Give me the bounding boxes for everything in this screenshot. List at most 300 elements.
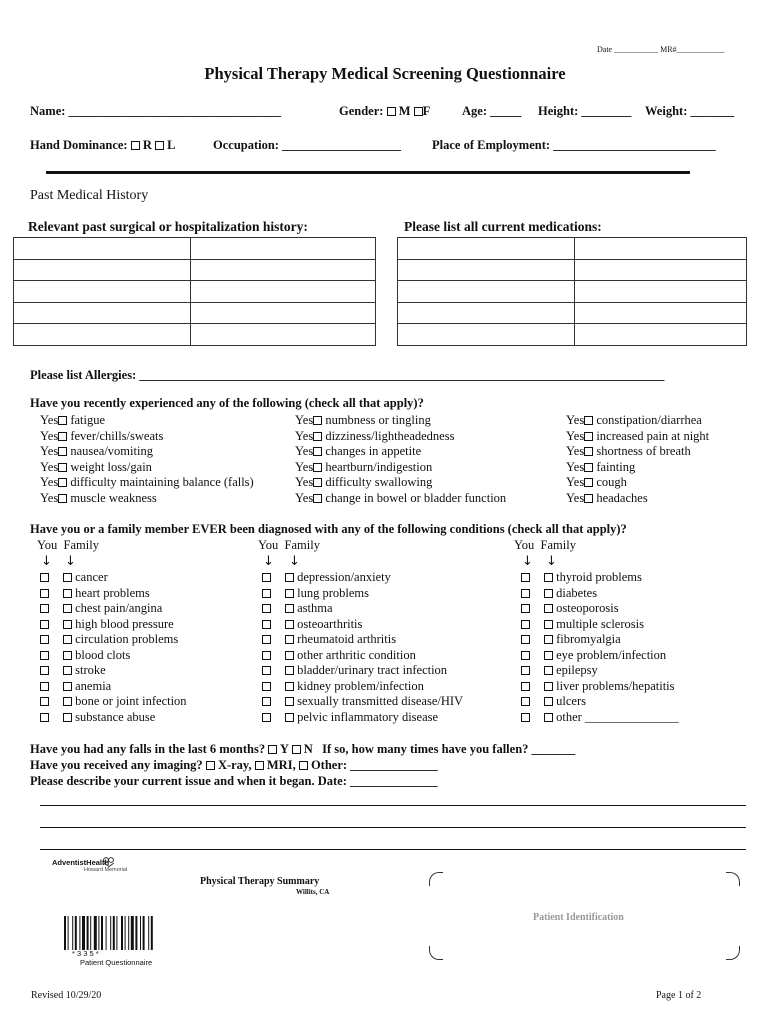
barcode-bar [135, 916, 137, 950]
family-checkbox[interactable] [544, 604, 553, 613]
condition-label: thyroid problems [553, 570, 642, 584]
you-checkbox[interactable] [262, 697, 271, 706]
condition-row [40, 570, 187, 586]
conditions-question: Have you or a family member EVER been diagnosed with any of the following conditions (check all that apply)? [30, 522, 627, 536]
you-checkbox[interactable] [40, 682, 49, 691]
you-label: You [514, 538, 535, 552]
symptom-checkbox[interactable] [58, 416, 67, 425]
current-issue-line[interactable] [40, 849, 746, 850]
condition-row [40, 617, 187, 633]
barcode-bar [113, 916, 115, 950]
you-checkbox[interactable] [521, 697, 530, 706]
family-checkbox[interactable] [63, 682, 72, 691]
summary-location: Willits, CA [296, 888, 330, 896]
date-mr-field: Date ___________ MR#____________ [597, 45, 725, 54]
family-checkbox[interactable] [63, 666, 72, 675]
condition-label: eye problem/infection [553, 647, 667, 662]
symptom-label: nausea/vomiting [67, 444, 153, 458]
symptom-label: muscle weakness [67, 490, 157, 505]
symptom-label: headaches [593, 490, 648, 505]
condition-row [262, 679, 463, 695]
conditions-col-3 [521, 570, 679, 725]
condition-label: cancer [72, 570, 108, 584]
you-checkbox[interactable] [521, 620, 530, 629]
you-checkbox[interactable] [40, 604, 49, 613]
symptom-row [40, 491, 254, 507]
gender-m-checkbox[interactable] [387, 107, 396, 116]
recent-symptoms-col-1 [40, 413, 254, 506]
condition-label: multiple sclerosis [553, 616, 644, 631]
table-row[interactable] [398, 281, 747, 303]
condition-row [40, 679, 187, 695]
condition-label: high blood pressure [72, 616, 174, 631]
symptom-checkbox[interactable] [58, 478, 67, 487]
condition-row [521, 663, 679, 679]
condition-row [262, 570, 463, 586]
condition-row [40, 586, 187, 602]
down-arrow-icon: ↓ [546, 554, 557, 569]
family-checkbox[interactable] [285, 651, 294, 660]
you-checkbox[interactable] [521, 635, 530, 644]
condition-label: asthma [294, 601, 333, 615]
symptom-checkbox[interactable] [584, 416, 593, 425]
yes-label: Yes [295, 475, 314, 489]
condition-label: liver problems/hepatitis [553, 678, 675, 693]
symptom-checkbox[interactable] [58, 463, 67, 472]
gender-field [339, 104, 430, 119]
condition-label: bladder/urinary tract infection [294, 663, 448, 677]
you-family-header-3 [514, 538, 576, 553]
you-checkbox[interactable] [40, 589, 49, 598]
condition-label: bone or joint infection [72, 694, 187, 708]
barcode-digits: * 3 3 5 * [72, 949, 99, 958]
patient-id-corner [429, 946, 443, 960]
family-checkbox[interactable] [544, 713, 553, 722]
age-field[interactable]: Age: _____ [462, 104, 522, 118]
you-checkbox[interactable] [40, 620, 49, 629]
symptom-checkbox[interactable] [313, 494, 322, 503]
falls-no-checkbox[interactable] [292, 745, 301, 754]
yes-label: Yes [566, 490, 585, 505]
table-row[interactable] [14, 281, 376, 303]
barcode-bar [143, 916, 145, 950]
logo-sub-text: Howard Memorial [84, 867, 128, 873]
you-checkbox[interactable] [262, 651, 271, 660]
condition-label: substance abuse [72, 709, 156, 724]
symptom-checkbox[interactable] [58, 494, 67, 503]
symptom-row [40, 460, 254, 476]
yes-label: Yes [295, 428, 314, 443]
condition-label: stroke [72, 663, 106, 677]
family-checkbox[interactable] [63, 620, 72, 629]
condition-label: heart problems [72, 585, 150, 600]
table-row[interactable] [398, 324, 747, 346]
condition-label: other arthritic condition [294, 647, 416, 662]
hand-r-checkbox[interactable] [131, 141, 140, 150]
family-checkbox[interactable] [285, 713, 294, 722]
symptom-checkbox[interactable] [584, 432, 593, 441]
barcode [64, 916, 188, 950]
yes-label: Yes [295, 413, 314, 427]
symptom-checkbox[interactable] [58, 432, 67, 441]
barcode-bar [68, 916, 69, 950]
barcode-bar [72, 916, 73, 950]
down-arrow-icon: ↓ [65, 554, 76, 569]
condition-row [40, 648, 187, 664]
symptom-checkbox[interactable] [584, 478, 593, 487]
symptom-label: fever/chills/sweats [67, 428, 164, 443]
family-checkbox[interactable] [544, 651, 553, 660]
you-checkbox[interactable] [262, 682, 271, 691]
condition-row [262, 648, 463, 664]
family-checkbox[interactable] [544, 666, 553, 675]
you-checkbox[interactable] [262, 635, 271, 644]
you-checkbox[interactable] [40, 697, 49, 706]
family-checkbox[interactable] [285, 635, 294, 644]
condition-row [521, 617, 679, 633]
symptom-row [295, 429, 506, 445]
condition-label: anemia [72, 678, 112, 693]
family-checkbox[interactable] [285, 682, 294, 691]
other-imaging-checkbox[interactable] [299, 761, 308, 770]
barcode-bar [98, 916, 99, 950]
condition-label: pelvic inflammatory disease [294, 709, 439, 724]
condition-label: fibromyalgia [553, 632, 621, 646]
symptom-row [566, 444, 709, 460]
current-issue-question: Please describe your current issue and when it began. Date: ______________ [30, 774, 438, 788]
you-checkbox[interactable] [262, 620, 271, 629]
barcode-bar [151, 916, 153, 950]
table-row[interactable] [398, 259, 747, 281]
you-checkbox[interactable] [521, 682, 530, 691]
patient-id-corner [429, 872, 443, 886]
condition-row [521, 710, 679, 726]
you-checkbox[interactable] [40, 635, 49, 644]
condition-row [521, 601, 679, 617]
condition-row [521, 570, 679, 586]
hand-dominance-label: Hand Dominance: [30, 138, 128, 152]
condition-row [521, 632, 679, 648]
symptom-label: dizziness/lightheadedness [322, 428, 455, 443]
recent-symptoms-question: Have you recently experienced any of the following (check all that apply)? [30, 396, 424, 410]
current-issue-line[interactable] [40, 805, 746, 806]
patient-id-corner [726, 946, 740, 960]
condition-label: epilepsy [553, 663, 598, 677]
xray-checkbox[interactable] [206, 761, 215, 770]
symptom-checkbox[interactable] [313, 432, 322, 441]
family-checkbox[interactable] [544, 573, 553, 582]
family-checkbox[interactable] [63, 604, 72, 613]
symptom-row [40, 429, 254, 445]
yes-label: Yes [40, 413, 59, 427]
you-checkbox[interactable] [521, 713, 530, 722]
condition-label: rheumatoid arthritis [294, 632, 397, 646]
yes-label: Yes [40, 475, 59, 489]
barcode-bar [116, 916, 117, 950]
gender-f-checkbox[interactable] [414, 107, 423, 116]
you-checkbox[interactable] [262, 604, 271, 613]
you-checkbox[interactable] [262, 666, 271, 675]
hand-l-label: L [167, 138, 176, 152]
weight-field[interactable]: Weight: _______ [645, 104, 735, 118]
symptom-checkbox[interactable] [584, 494, 593, 503]
table-row[interactable] [398, 302, 747, 324]
patient-identification-label: Patient Identification [533, 912, 624, 923]
family-checkbox[interactable] [285, 620, 294, 629]
current-issue-line[interactable] [40, 827, 746, 828]
barcode-bar [75, 916, 77, 950]
family-label: Family [63, 538, 99, 552]
condition-row [262, 694, 463, 710]
family-checkbox[interactable] [285, 697, 294, 706]
table-row[interactable] [14, 238, 376, 260]
height-field[interactable]: Height: ________ [538, 104, 632, 118]
symptom-checkbox[interactable] [313, 478, 322, 487]
barcode-bar [121, 916, 123, 950]
logo-mark-icon [103, 857, 115, 867]
you-checkbox[interactable] [521, 573, 530, 582]
barcode-bar [128, 916, 129, 950]
you-checkbox[interactable] [521, 604, 530, 613]
table-row[interactable] [14, 259, 376, 281]
barcode-bar [110, 916, 111, 950]
symptom-row [566, 413, 709, 429]
condition-label: kidney problem/infection [294, 678, 424, 693]
barcode-bar [90, 916, 91, 950]
barcode-bar [148, 916, 149, 950]
symptom-label: difficulty swallowing [322, 475, 433, 489]
you-label: You [258, 538, 279, 552]
patient-id-corner [726, 872, 740, 886]
falls-question-text: Have you had any falls in the last 6 months? [30, 742, 266, 756]
name-field[interactable]: Name: __________________________________ [30, 104, 282, 118]
condition-row [40, 710, 187, 726]
falls-no-label: N [303, 742, 313, 756]
condition-label: diabetes [553, 585, 598, 600]
down-arrow-icon: ↓ [263, 554, 274, 569]
family-checkbox[interactable] [63, 635, 72, 644]
imaging-question-text: Have you received any imaging? [30, 758, 203, 772]
barcode-bar [140, 916, 141, 950]
family-checkbox[interactable] [63, 589, 72, 598]
mri-label: MRI, [266, 758, 296, 772]
condition-label: ulcers [553, 694, 586, 708]
employment-field[interactable]: Place of Employment: __________________________ [432, 138, 716, 152]
family-checkbox[interactable] [63, 697, 72, 706]
gender-f-label: F [422, 104, 431, 118]
imaging-question [30, 758, 438, 773]
yes-label: Yes [566, 444, 585, 458]
family-label: Family [284, 538, 320, 552]
down-arrow-icon: ↓ [289, 554, 300, 569]
family-checkbox[interactable] [285, 666, 294, 675]
yes-label: Yes [566, 413, 585, 427]
symptom-checkbox[interactable] [313, 463, 322, 472]
condition-row [262, 617, 463, 633]
table-row[interactable] [398, 238, 747, 260]
family-checkbox[interactable] [285, 589, 294, 598]
yes-label: Yes [295, 459, 314, 474]
barcode-bar [106, 916, 107, 950]
table-row[interactable] [14, 324, 376, 346]
family-checkbox[interactable] [285, 604, 294, 613]
family-checkbox[interactable] [544, 682, 553, 691]
symptom-label: fatigue [67, 413, 106, 427]
condition-row [521, 648, 679, 664]
yes-label: Yes [40, 444, 59, 458]
section-divider [46, 171, 690, 174]
barcode-bar [131, 916, 134, 950]
you-checkbox[interactable] [262, 713, 271, 722]
symptom-label: constipation/diarrhea [593, 413, 702, 427]
family-label: Family [540, 538, 576, 552]
family-checkbox[interactable] [285, 573, 294, 582]
symptom-label: difficulty maintaining balance (falls) [67, 475, 254, 489]
symptom-row [295, 444, 506, 460]
conditions-col-1 [40, 570, 187, 725]
yes-label: Yes [40, 459, 59, 474]
family-checkbox[interactable] [63, 651, 72, 660]
you-checkbox[interactable] [262, 573, 271, 582]
symptom-row [40, 444, 254, 460]
symptom-label: increased pain at night [593, 428, 710, 443]
falls-yes-checkbox[interactable] [268, 745, 277, 754]
xray-label: X-ray, [217, 758, 252, 772]
yes-label: Yes [295, 444, 314, 458]
symptom-row [295, 460, 506, 476]
symptom-label: change in bowel or bladder function [322, 490, 507, 505]
surgical-history-table[interactable] [13, 237, 376, 346]
symptom-label: heartburn/indigestion [322, 459, 433, 474]
you-checkbox[interactable] [521, 589, 530, 598]
symptom-checkbox[interactable] [58, 447, 67, 456]
symptom-label: cough [593, 475, 627, 489]
family-checkbox[interactable] [544, 589, 553, 598]
family-checkbox[interactable] [63, 713, 72, 722]
family-checkbox[interactable] [544, 635, 553, 644]
falls-count-field[interactable]: If so, how many times have you fallen? _______ [322, 742, 576, 756]
barcode-bar [82, 916, 85, 950]
hospital-logo [52, 858, 127, 873]
down-arrow-icon: ↓ [41, 554, 52, 569]
symptom-row [566, 475, 709, 491]
gender-m-label: M [398, 104, 411, 118]
hand-dominance-field [30, 138, 175, 153]
family-checkbox[interactable] [544, 697, 553, 706]
barcode-bar [64, 916, 66, 950]
summary-title: Physical Therapy Summary [200, 876, 320, 887]
condition-row [40, 601, 187, 617]
symptom-row [40, 413, 254, 429]
symptom-row [295, 475, 506, 491]
hand-r-label: R [142, 138, 152, 152]
condition-row [40, 663, 187, 679]
recent-symptoms-col-2 [295, 413, 506, 506]
condition-row [262, 632, 463, 648]
you-checkbox[interactable] [40, 573, 49, 582]
medications-table[interactable] [397, 237, 747, 346]
page-number: Page 1 of 2 [656, 990, 702, 1001]
barcode-bar [94, 916, 97, 950]
allergies-field[interactable]: Please list Allergies: ____________________________________________________________________________________ [30, 368, 665, 382]
yes-label: Yes [566, 459, 585, 474]
falls-question [30, 742, 575, 757]
barcode-bar [125, 916, 126, 950]
symptom-checkbox[interactable] [313, 416, 322, 425]
symptom-row [40, 475, 254, 491]
you-checkbox[interactable] [521, 651, 530, 660]
yes-label: Yes [566, 428, 585, 443]
condition-label: chest pain/angina [72, 601, 163, 615]
barcode-bar [79, 916, 80, 950]
conditions-col-2 [262, 570, 463, 725]
table-row[interactable] [14, 302, 376, 324]
symptom-row [566, 491, 709, 507]
barcode-label: Patient Questionnaire [80, 958, 153, 967]
symptom-checkbox[interactable] [584, 463, 593, 472]
symptom-label: fainting [593, 459, 636, 474]
condition-label: osteoarthritis [294, 616, 363, 631]
family-checkbox[interactable] [63, 573, 72, 582]
symptom-checkbox[interactable] [584, 447, 593, 456]
condition-row [262, 586, 463, 602]
you-checkbox[interactable] [262, 589, 271, 598]
condition-row [521, 679, 679, 695]
symptom-row [566, 460, 709, 476]
condition-row [40, 694, 187, 710]
condition-row [40, 632, 187, 648]
you-checkbox[interactable] [40, 713, 49, 722]
gender-label: Gender: [339, 104, 384, 118]
down-arrow-icon: ↓ [522, 554, 533, 569]
symptom-label: shortness of breath [593, 444, 691, 458]
condition-label: circulation problems [72, 632, 179, 646]
mri-checkbox[interactable] [255, 761, 264, 770]
condition-label: other _______________ [553, 709, 679, 724]
recent-symptoms-col-3 [566, 413, 709, 506]
symptom-checkbox[interactable] [313, 447, 322, 456]
occupation-field[interactable]: Occupation: ___________________ [213, 138, 401, 152]
symptom-row [295, 491, 506, 507]
family-checkbox[interactable] [544, 620, 553, 629]
you-checkbox[interactable] [40, 651, 49, 660]
hand-l-checkbox[interactable] [155, 141, 164, 150]
symptom-row [566, 429, 709, 445]
yes-label: Yes [40, 490, 59, 505]
you-family-header-2 [258, 538, 320, 553]
condition-row [521, 694, 679, 710]
pmh-heading: Past Medical History [30, 188, 149, 203]
symptom-label: changes in appetite [322, 444, 422, 458]
symptom-label: weight loss/gain [67, 459, 152, 474]
yes-label: Yes [566, 475, 585, 489]
condition-row [521, 586, 679, 602]
condition-label: depression/anxiety [294, 570, 391, 584]
logo-main-text: AdventistHealth [52, 858, 110, 867]
you-label: You [37, 538, 58, 552]
condition-label: sexually transmitted disease/HIV [294, 694, 464, 708]
other-imaging-field[interactable]: Other: ______________ [310, 758, 438, 772]
surgical-history-label: Relevant past surgical or hospitalization history: [28, 219, 308, 234]
you-checkbox[interactable] [40, 666, 49, 675]
condition-label: lung problems [294, 585, 369, 600]
barcode-bar [87, 916, 89, 950]
falls-yes-label: Y [279, 742, 289, 756]
page-title: Physical Therapy Medical Screening Questionnaire [204, 64, 566, 83]
condition-row [262, 601, 463, 617]
you-checkbox[interactable] [521, 666, 530, 675]
yes-label: Yes [295, 490, 314, 505]
